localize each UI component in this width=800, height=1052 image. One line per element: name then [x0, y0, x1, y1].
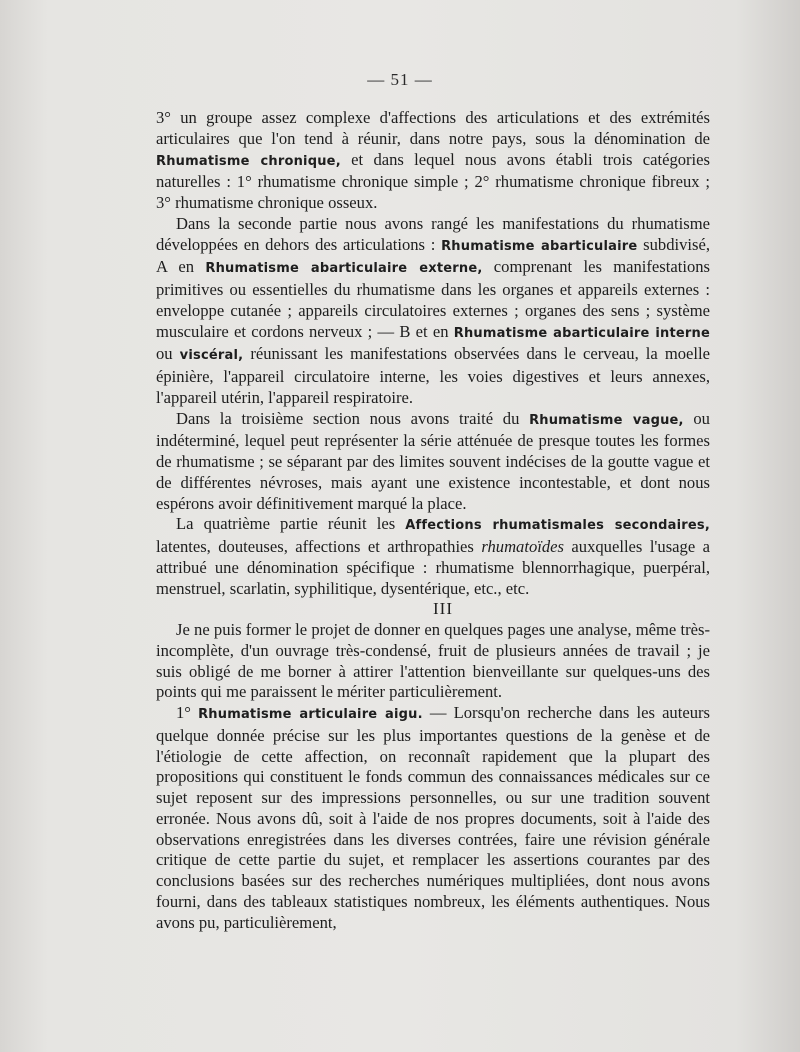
bold-term: Rhumatisme abarticulaire externe, — [205, 261, 483, 277]
bold-term: Rhumatisme articulaire aigu. — [198, 707, 423, 722]
paragraph-1 — [156, 108, 710, 214]
section-heading: III — [433, 599, 453, 619]
bold-term: Rhumatisme chronique, — [156, 153, 341, 169]
text-run: et dans lequel nous avons établi trois catégories naturelles : 1° rhumatisme chronique simple ; 2° rhumatisme chronique fibreux ; 3° rhumatisme chronique osseux. — [156, 149, 710, 212]
text-run: ou — [156, 344, 180, 364]
text-run: 3° un groupe assez complexe d'affections des articulations et des extrémités articulaires que l'on tend à réunir, dans notre pays, sous la dénomination de — [156, 108, 710, 148]
paragraph-6 — [156, 703, 710, 933]
bold-term: viscéral, — [179, 348, 244, 364]
text-run: Dans la troisième section nous avons traité du — [176, 408, 530, 428]
text-run: réunissant les manifestations observées dans le cerveau, la moelle épinière, l'appareil circulatoire interne, les voies digestives et leurs annexes, l'appareil utérin, l'appareil respiratoire. — [156, 344, 710, 407]
bold-term: Rhumatisme vague, — [529, 412, 684, 428]
italic-term: rhumatoïdes — [481, 537, 564, 556]
text-run: Dans la seconde partie nous avons rangé les manifestations du rhumatisme développées en dehors des articulations : — [156, 213, 710, 254]
paragraph-2 — [156, 214, 710, 409]
text-run: ou indéterminé, lequel peut représenter la série atténuée de presque toutes les formes de rhumatisme ; se séparant par des limites souvent indécises de la goutte vague et de différentes névroses, mais ayant une existence incontestable, et dont nous espérons avoir définitivement marqué la place. — [156, 408, 710, 513]
text-run: comprenant les manifestations primitives ou essentielles du rhumatisme dans les organes et appareils externes : enveloppe cutanée ; appareils circulatoires externes ; organes des sens ; système musculaire et cordons nerveux ; — B et en — [156, 257, 710, 341]
text-run: latentes, douteuses, affections et arthropathies — [156, 537, 482, 556]
page-number: — 51 — — [367, 70, 433, 89]
text-run: — Lorsqu'on recherche dans les auteurs quelque donnée précise sur les plus importantes questions de la genèse et de l'étiologie de cette affection, on reconnaît rapidement que la plupart des propositions qui constituent le fonds commun des connaissances médicales sur ce sujet reposent sur des impressions personnelles, ou sur une tradition souvent erronée. Nous avons dû, soit à l'aide de nos propres documents, soit à l'aide des observations enregistrées dans les diverses contrées, faire une révision générale critique de cette partie du sujet, et remplacer les assertions courantes par des conclusions basées sur des recherches numériques multipliées, dont nous avons fourni, dans des tableaux statistiques nombreux, les éléments authentiques. Nous avons pu, particulièrement, — [156, 703, 710, 932]
paragraph-4 — [156, 514, 710, 599]
text-run: subdivisé, A en — [156, 234, 710, 277]
paragraph-5 — [156, 620, 710, 703]
text-run: La quatrième partie réunit les — [176, 514, 406, 534]
text-run: 1° — [176, 703, 199, 722]
body-text — [156, 108, 710, 933]
paragraph-3 — [156, 409, 710, 515]
text-run: auxquelles l'usage a attribué une dénomination spécifique : rhumatisme blennorrhagique, puerpéral, menstruel, scarlatin, syphilitique, dysentérique, etc., etc. — [156, 537, 710, 598]
bold-term: Affections rhumatismales secondaires, — [405, 518, 710, 534]
text-run: Je ne puis former le projet de donner en quelques pages une analyse, même très-incomplète, d'un ouvrage très-condensé, fruit de plusieurs années de travail ; je suis obligé de me borner à attirer l'attention bienveillante sur quelques-uns des points qui me paraissent le mériter particulièrement. — [156, 620, 710, 702]
bold-term: Rhumatisme abarticulaire interne — [453, 325, 710, 341]
bold-term: Rhumatisme abarticulaire — [441, 238, 638, 254]
